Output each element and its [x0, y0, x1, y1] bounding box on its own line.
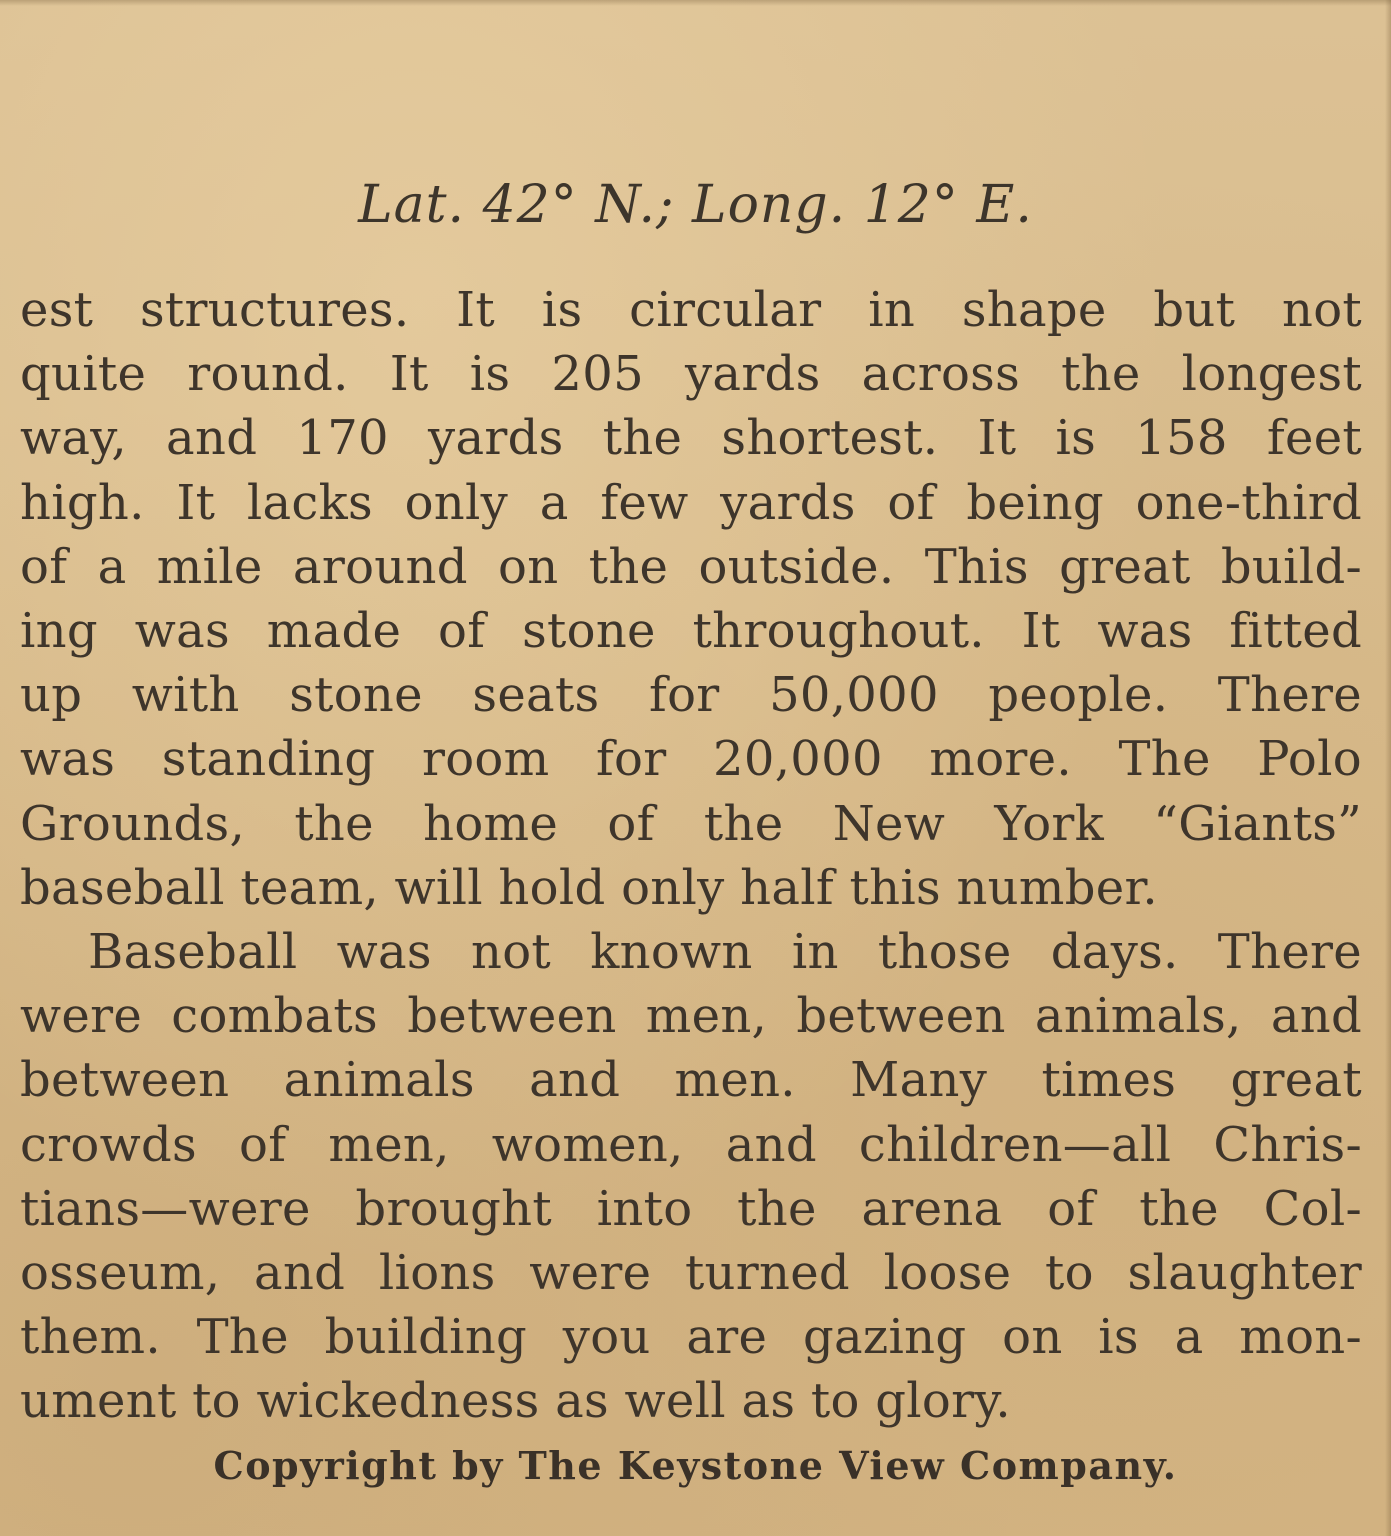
- text-line: were combats between men, between animals, and: [20, 988, 1362, 1045]
- text-line: between animals and men. Many times great: [20, 1052, 1362, 1109]
- text-line: est structures. It is circular in shape but not: [20, 282, 1362, 338]
- text-line: them. The building you are gazing on is a mon-: [20, 1309, 1362, 1366]
- text-line: was standing room for 20,000 more. The Polo: [20, 731, 1362, 788]
- text-line: quite round. It is 205 yards across the longest: [20, 346, 1362, 403]
- text-line: crowds of men, women, and children—all Chris-: [20, 1116, 1362, 1173]
- paragraph-1: [20, 278, 1362, 920]
- text-line: Grounds, the home of the New York “Giants”: [20, 795, 1362, 852]
- copyright-notice: Copyright by The Keystone View Company.: [213, 1443, 1178, 1488]
- location-heading: Lat. 42° N.; Long. 12° E.: [358, 175, 1033, 235]
- text-line: of a mile around on the outside. This great build-: [20, 538, 1362, 595]
- text-line: tians—were brought into the arena of the Col-: [20, 1180, 1362, 1237]
- text-line: osseum, and lions were turned loose to slaughter: [20, 1245, 1362, 1302]
- text-line: ument to wickedness as well as to glory.: [20, 1373, 1011, 1430]
- text-line: ing was made of stone throughout. It was fitted: [20, 603, 1362, 660]
- description-text: [20, 278, 1362, 1434]
- text-line: Baseball was not known in those days. There: [88, 924, 1362, 981]
- text-line: baseball team, will hold only half this number.: [20, 859, 1158, 916]
- paragraph-2: [20, 920, 1362, 1434]
- text-line: high. It lacks only a few yards of being one-third: [20, 474, 1362, 531]
- card-top-edge: [0, 0, 1391, 6]
- text-line: up with stone seats for 50,000 people. There: [20, 667, 1362, 724]
- text-line: way, and 170 yards the shortest. It is 158 feet: [20, 410, 1362, 467]
